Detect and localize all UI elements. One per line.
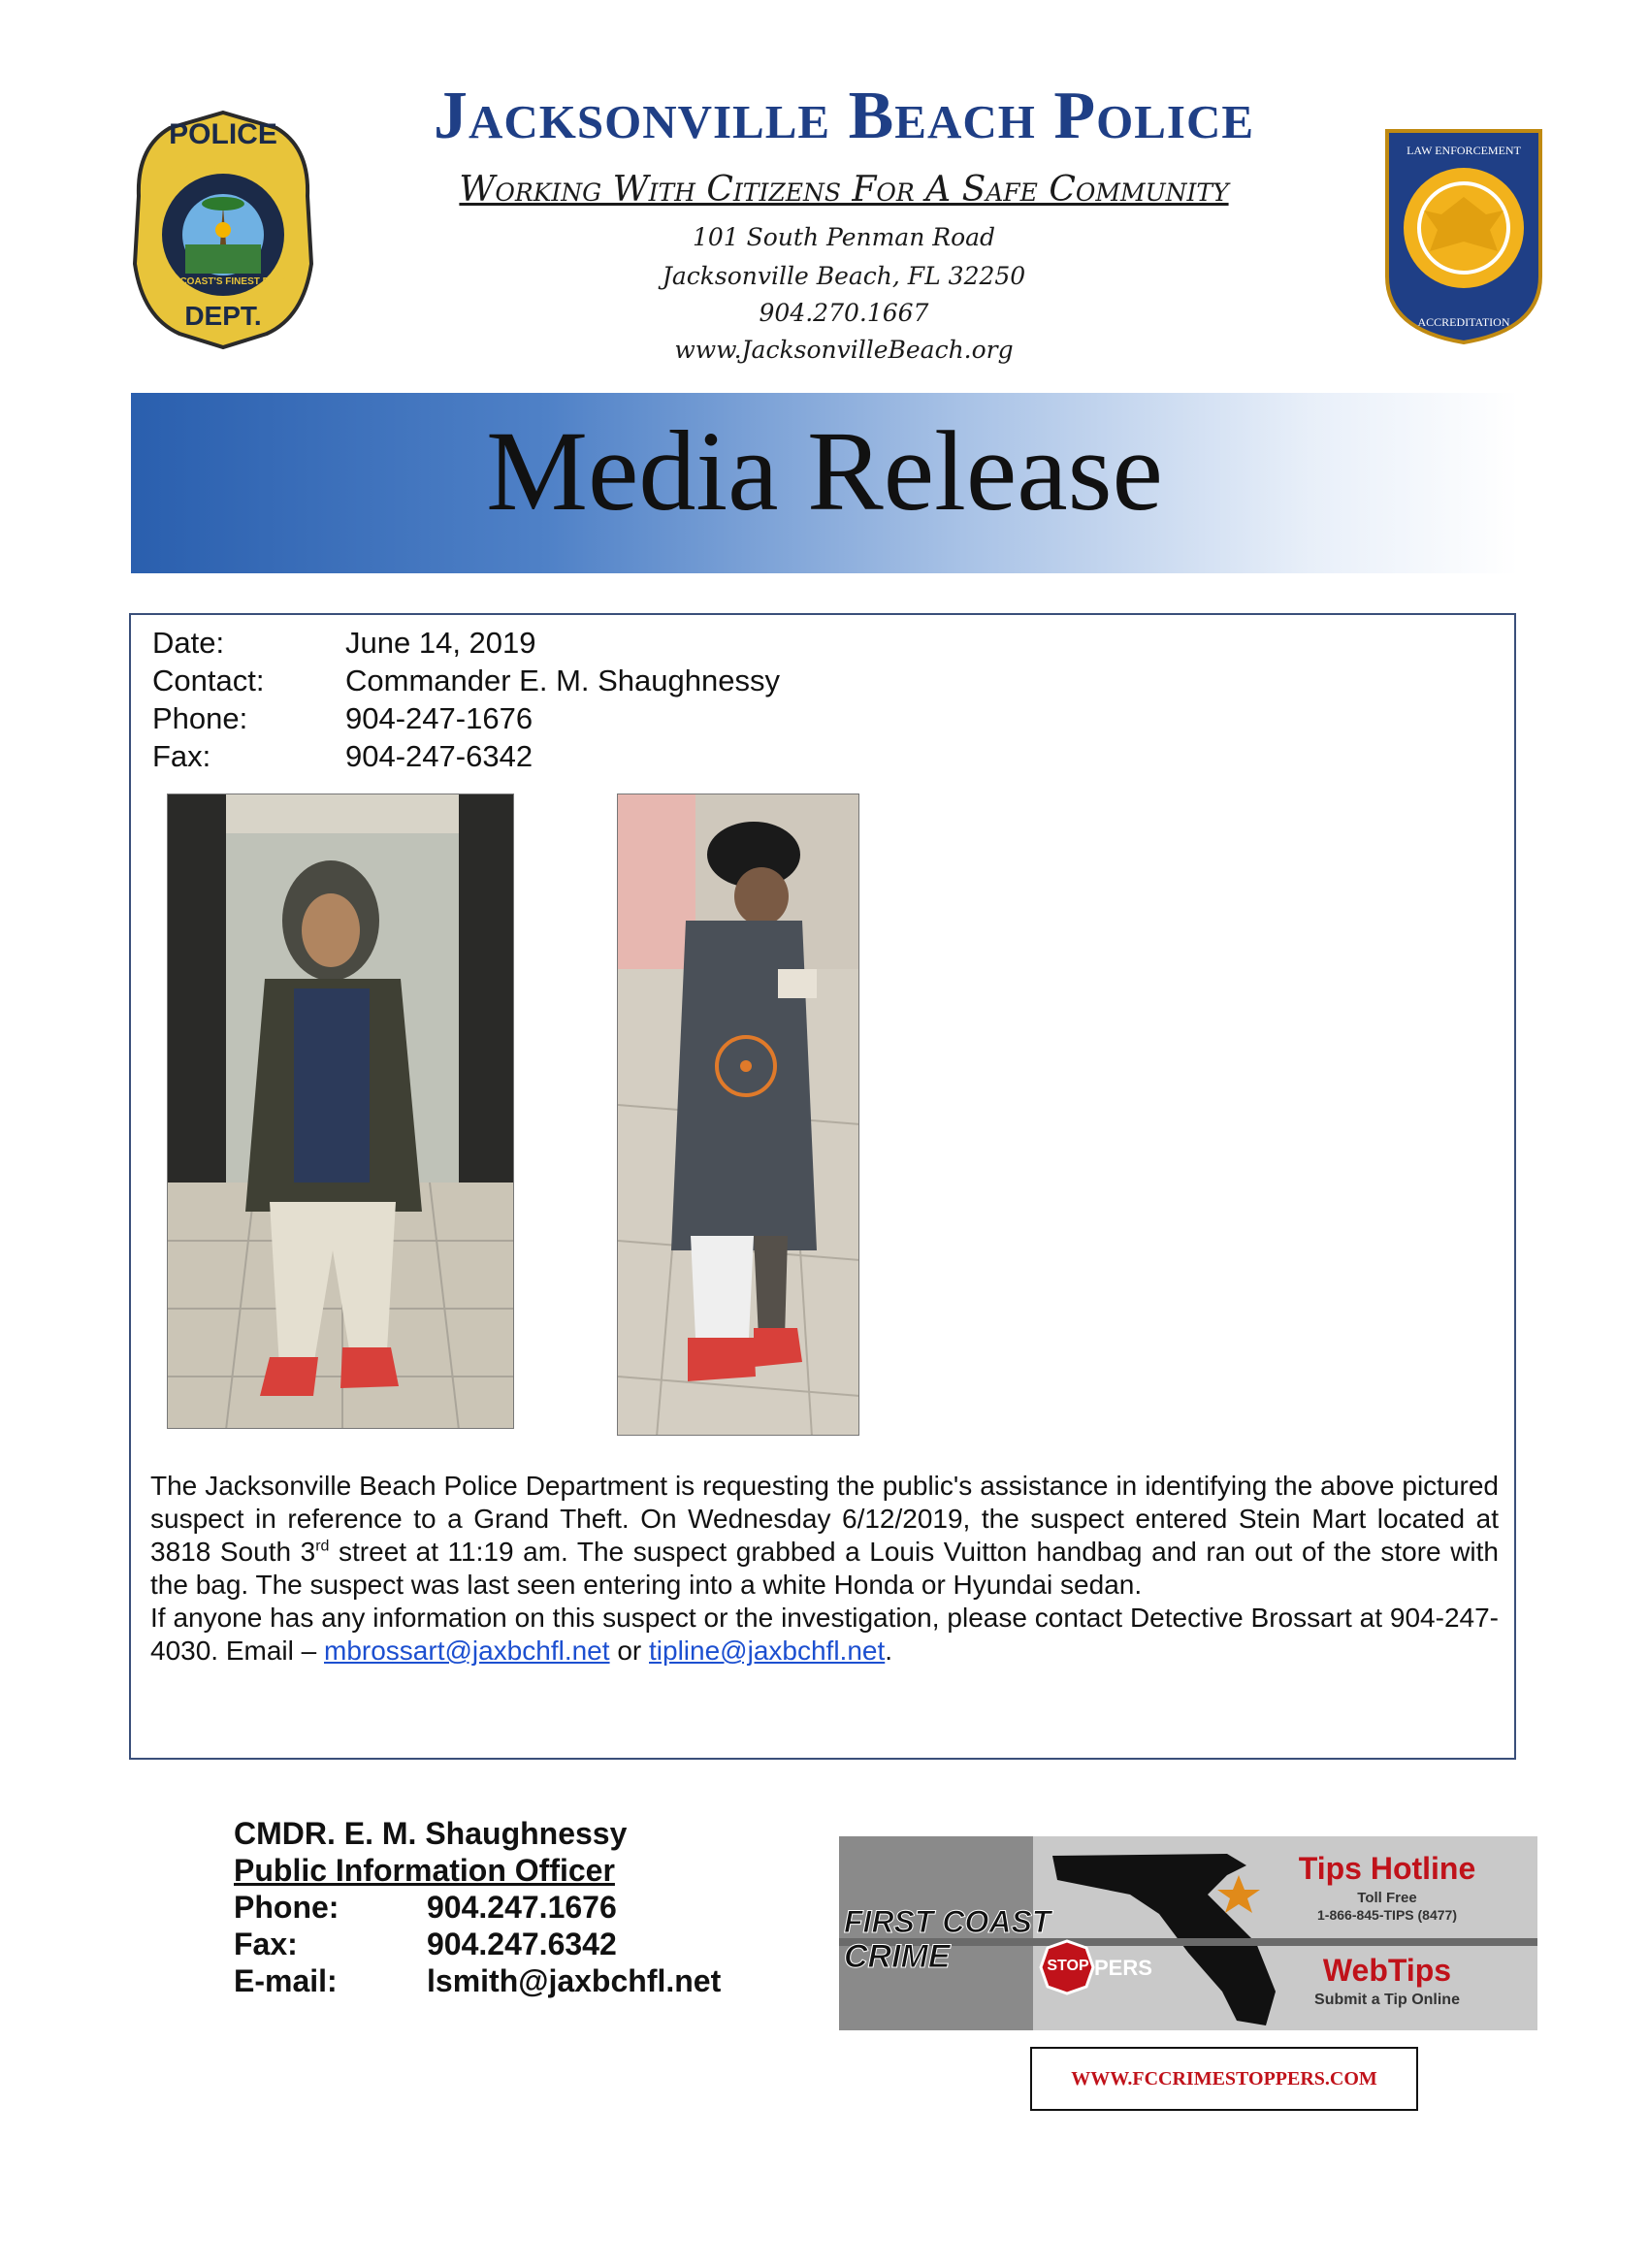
tips-hotline-title: Tips Hotline bbox=[1298, 1851, 1476, 1886]
contact-label: Contact: bbox=[152, 664, 265, 697]
date-value: June 14, 2019 bbox=[345, 626, 536, 660]
phone-label: Phone: bbox=[152, 701, 248, 735]
contact-value: Commander E. M. Shaughnessy bbox=[345, 664, 780, 697]
body-text-1a: The Jacksonville Beach Police Department is requesting the public's assistance in identifying the above pictured suspect in reference to a Grand Theft. On Wednesday 6/12/2019, the suspect entered Stein Mart located at 3818 South 3 bbox=[150, 1471, 1499, 1567]
detective-email-link[interactable]: mbrossart@jaxbchfl.net bbox=[324, 1636, 610, 1666]
contact-title: Public Information Officer bbox=[234, 1853, 615, 1888]
badge-bottom-text: DEPT. bbox=[184, 301, 262, 331]
crimestoppers-line1: FIRST COAST bbox=[844, 1904, 1051, 1939]
release-body bbox=[150, 1470, 1499, 1668]
media-release-title: Media Release bbox=[486, 407, 1163, 535]
crime-stoppers-ad bbox=[839, 1836, 1537, 2030]
body-superscript: rd bbox=[315, 1538, 330, 1555]
webtips-subtitle: Submit a Tip Online bbox=[1314, 1992, 1460, 2008]
badge-bottom-ring-text: FIRST COAST'S FINEST BEACH bbox=[148, 276, 298, 287]
suspect-photo-2 bbox=[617, 794, 859, 1436]
phone-value: 904-247-1676 bbox=[345, 701, 534, 735]
fax-value: 904-247-6342 bbox=[345, 739, 534, 773]
date-label: Date: bbox=[152, 626, 225, 660]
hotline-number: 1-866-845-TIPS (8477) bbox=[1317, 1907, 1457, 1923]
tipline-email-link[interactable]: tipline@jaxbchfl.net bbox=[649, 1636, 886, 1666]
contact-phone-label: Phone: bbox=[234, 1890, 340, 1925]
webtips-title: WebTips bbox=[1322, 1953, 1452, 1988]
crimestoppers-pers: PERS bbox=[1094, 1956, 1152, 1980]
header-website: www.JacksonvilleBeach.org bbox=[674, 336, 1014, 364]
body-text-1b: street at 11:19 am. The suspect grabbed a Louis Vuitton handbag and ran out of the store with the bag. The suspect was last seen entering into a white Honda or Hyundai sedan. bbox=[150, 1537, 1499, 1600]
toll-free-label: Toll Free bbox=[1357, 1890, 1417, 1906]
contact-fax-label: Fax: bbox=[234, 1927, 298, 1961]
body-text-2: If anyone has any information on this suspect or the investigation, please contact Detective Brossart at 904-247-4030. Email – bbox=[150, 1603, 1499, 1666]
suspect-photo-1 bbox=[167, 794, 514, 1429]
badge-ring-text: JACKSONVILLE BEACH bbox=[161, 163, 285, 175]
contact-fax-value: 904.247.6342 bbox=[427, 1927, 617, 1961]
header-phone: 904.270.1667 bbox=[759, 299, 929, 327]
body-end: . bbox=[885, 1636, 893, 1666]
address-line-2: Jacksonville Beach, FL 32250 bbox=[662, 262, 1026, 290]
crimestoppers-stop: STOP bbox=[1047, 1958, 1089, 1974]
crimestoppers-website[interactable]: WWW.FCCRIMESTOPPERS.COM bbox=[1030, 2047, 1418, 2111]
motto: Working With Citizens For A Safe Community bbox=[459, 170, 1229, 210]
contact-name: CMDR. E. M. Shaughnessy bbox=[234, 1816, 628, 1851]
body-or: or bbox=[609, 1636, 650, 1666]
contact-email-label: E-mail: bbox=[234, 1963, 338, 1998]
address-line-1: 101 South Penman Road bbox=[692, 223, 996, 251]
badge-top-text: POLICE bbox=[169, 118, 277, 150]
seal-top-text: LAW ENFORCEMENT bbox=[1406, 144, 1521, 157]
seal-bottom-text: ACCREDITATION bbox=[1417, 315, 1510, 329]
page-title: Jacksonville Beach Police bbox=[433, 79, 1255, 153]
contact-email-value[interactable]: lsmith@jaxbchfl.net bbox=[427, 1963, 722, 1998]
crimestoppers-line2: CRIME bbox=[844, 1938, 951, 1975]
contact-phone-value: 904.247.1676 bbox=[427, 1890, 617, 1925]
fax-label: Fax: bbox=[152, 739, 211, 773]
